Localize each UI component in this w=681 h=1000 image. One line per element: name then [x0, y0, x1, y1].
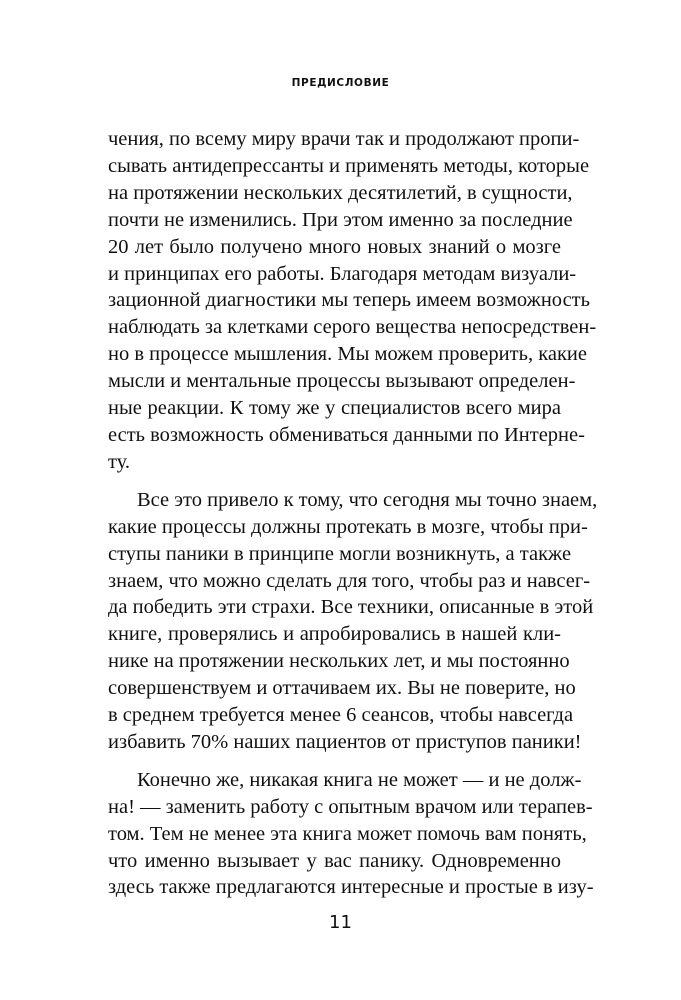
- text-line: сывать антидепрессанты и применять методы, которые: [108, 154, 590, 177]
- text-line: на! — заменить работу с опытным врачом или терапев-: [108, 795, 593, 818]
- page-number: 11: [329, 912, 352, 933]
- text-line: нике на протяжении нескольких лет, и мы постоянно: [108, 650, 570, 673]
- text-line: знаем, что можно сделать для того, чтобы раз и навсег-: [108, 569, 591, 592]
- text-line: книге, проверялись и апробировались в нашей кли-: [108, 623, 561, 646]
- text-line: на протяжении нескольких десятилетий, в сущности,: [108, 181, 573, 204]
- text-line: чения, по всему миру врачи так и продолжают пропи-: [108, 128, 580, 150]
- paragraph-2: [108, 487, 598, 756]
- text-line: совершенствуем и оттачиваем их. Вы не поверите, но: [108, 677, 576, 700]
- text-line: но в процессе мышления. Мы можем проверить, какие: [108, 343, 587, 366]
- text-line: здесь также предлагаются интересные и простые в изу-: [108, 876, 594, 899]
- paragraph-1: [108, 126, 597, 476]
- body-text: [108, 126, 598, 912]
- text-line: почти не изменились. При этом именно за последние: [108, 208, 573, 231]
- text-line: наблюдать за клетками серого вещества непосредствен-: [108, 316, 597, 339]
- text-line: Все это привело к тому, что сегодня мы точно знаем,: [137, 488, 598, 511]
- text-line: да победить эти страхи. Все техники, описанные в этой: [108, 596, 594, 619]
- text-line: зационной диагностики мы теперь имеем возможность: [108, 289, 590, 312]
- running-header: ПРЕДИСЛОВИЕ: [291, 77, 390, 89]
- text-line: какие процессы должны протекать в мозге, чтобы при-: [108, 515, 588, 538]
- paragraph-3: [108, 767, 594, 902]
- text-line: что именно вызывает у вас панику. Одновременно: [108, 849, 561, 872]
- text-line: ные реакции. К тому же у специалистов всего мира: [108, 397, 561, 420]
- text-line: мысли и ментальные процессы вызывают определен-: [108, 370, 576, 393]
- text-line: и принципах его работы. Благодаря методам визуали-: [108, 262, 577, 285]
- text-line: избавить 70% наших пациентов от приступов паники!: [108, 730, 582, 753]
- text-line: 20 лет было получено много новых знаний о мозге: [108, 235, 561, 258]
- text-line: ступы паники в принципе могли возникнуть, а также: [108, 542, 572, 565]
- text-line: ту.: [108, 450, 131, 473]
- text-line: в среднем требуется менее 6 сеансов, чтобы навсегда: [108, 704, 574, 727]
- text-line: есть возможность обмениваться данными по Интерне-: [108, 423, 585, 446]
- text-line: том. Тем не менее эта книга может помочь вам понять,: [108, 822, 587, 845]
- text-line: Конечно же, никакая книга не может — и не долж-: [137, 768, 582, 791]
